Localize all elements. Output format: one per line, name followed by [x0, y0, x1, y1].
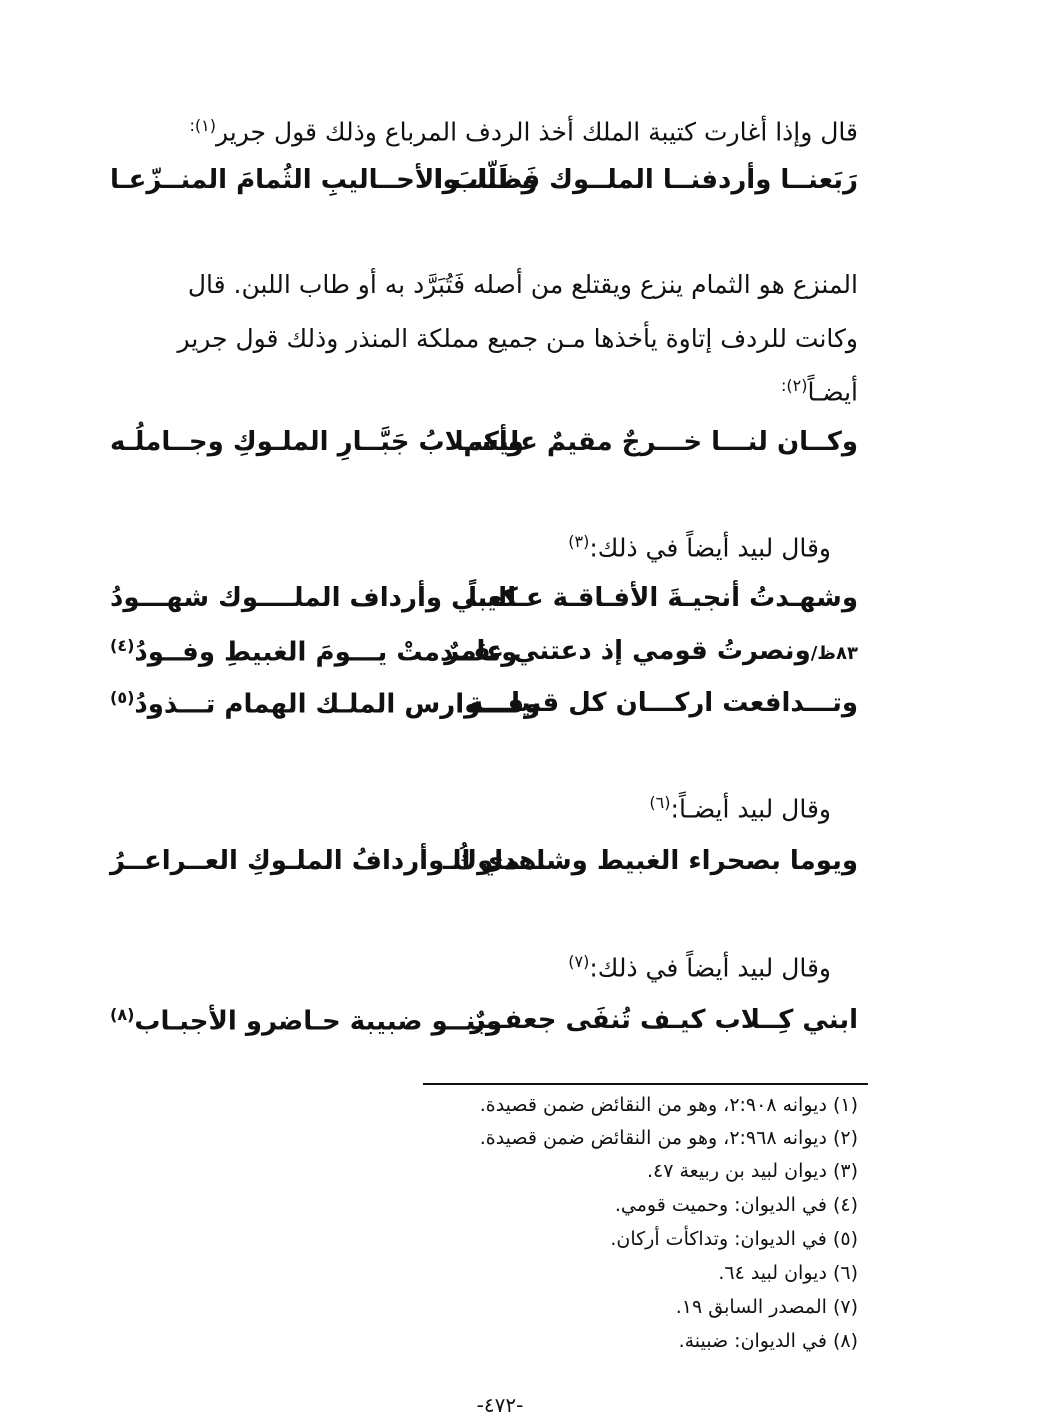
- footnote-5: (٥) في الديوان: وتداكأت أركان.: [610, 1228, 858, 1250]
- verse-7-first-hemistich: ابني كِــلاب كيـف تُنفَى جعفــرٌ: [470, 1005, 858, 1035]
- footnote-2: (٢) ديوانه ٢:٩٦٨، وهو من النقائض ضمن قصيدة.: [479, 1127, 858, 1149]
- verse-1-second-hemistich: وطـابَ الأحــاليبِ الثُمامَ المنــزّعـا: [110, 165, 538, 195]
- paragraph-4-text: وقال لبيد أيضـاً:: [670, 794, 831, 824]
- verse-line-7: [110, 1005, 858, 1045]
- paragraph-4: [649, 793, 831, 823]
- footnote-separator: [423, 1083, 868, 1085]
- verse-7-second-hemistich: [110, 1005, 502, 1037]
- verse-4-second-hemistich: [110, 636, 517, 668]
- verse-line-2: [110, 427, 858, 467]
- footnote-6: (٦) ديوان لبيد ٦٤.: [718, 1262, 858, 1284]
- footnote-ref-1: (١):: [189, 116, 216, 135]
- intro-text: قال وإذا أغارت كتيبة الملك أخذ الردف المرباع وذلك قول جرير: [216, 117, 858, 147]
- verse-3-second-hemistich: كعبي وأرداف الملــــوك شهـــودُ: [110, 583, 518, 613]
- verse-6-first-hemistich: ويوما بصحراء الغبيط وشاهدي الـ: [442, 846, 858, 876]
- paragraph-2-line-3: [781, 376, 858, 406]
- verse-line-1: [110, 165, 858, 205]
- paragraph-3: [568, 532, 831, 562]
- verse-6-second-hemistich: ـــملوكُ وأردافُ الملـوكِ العــراعــرُ: [110, 846, 549, 876]
- verse-1-first-hemistich: رَبَعنــا وأردفنــا الملــوك فَظَلّلــوا: [433, 165, 858, 195]
- verse-line-4: [110, 636, 858, 676]
- verse-line-6: [110, 846, 858, 886]
- paragraph-5: [568, 952, 831, 982]
- intro-line: [190, 116, 858, 146]
- paragraph-2-line-3-text: أيضـاً: [807, 377, 858, 407]
- verse-3-first-hemistich: وشهـدتُ أنجيـةَ الأفـاقـة عـاليـاً: [468, 583, 858, 613]
- footnote-ref-2: (٢):: [780, 376, 808, 395]
- verse-4-first-hemistich-text: ونصرتُ قومي إذ دعتني عامرٌ: [444, 636, 811, 666]
- footnote-8: (٨) في الديوان: ضبينة.: [678, 1330, 858, 1352]
- footnote-ref-8: (٨): [110, 1005, 135, 1024]
- verse-5-second-hemistich-text: وفـــوارس الملـك الهمام تـــذودُ: [134, 689, 541, 720]
- footnote-3: (٣) ديوان لبيد بن ربيعة ٤٧.: [646, 1160, 858, 1182]
- footnote-7: (٧) المصدر السابق ١٩.: [675, 1296, 858, 1318]
- paragraph-2-line-1: المنزع هو الثمام ينزع ويقتلع من أصله فَتُبَرَّد به أو طاب اللبن. قال: [187, 270, 858, 299]
- manuscript-folio-marker: ٨٣ظ/: [810, 643, 858, 664]
- verse-4-second-hemistich-text: وتقــدمتْ يـــومَ الغبيطِ وفــودُ: [134, 637, 518, 668]
- verse-5-first-hemistich: وتـــدافعت اركـــان كل قبيلـــة: [467, 688, 858, 718]
- verse-line-3: [110, 583, 858, 623]
- paragraph-2-line-2: وكانت للردف إتاوة يأخذها مـن جميع مملكة المنذر وذلك قول جرير: [177, 324, 858, 353]
- verse-2-first-hemistich: وكــان لنـــا خـــرجٌ مقيمٌ عليكم: [463, 427, 858, 457]
- paragraph-3-text: وقال لبيد أيضاً في ذلك:: [589, 533, 831, 563]
- verse-line-5: [110, 688, 858, 728]
- verse-5-second-hemistich: [110, 688, 540, 720]
- paragraph-5-text: وقال لبيد أيضاً في ذلك:: [589, 953, 831, 983]
- verse-2-second-hemistich: وأسـلابُ جَبَّــارِ الملـوكِ وجــاملُـه: [110, 427, 524, 457]
- footnote-ref-6: (٦): [649, 793, 671, 812]
- footnote-1: (١) ديوانه ٢:٩٠٨، وهو من النقائض ضمن قصيدة.: [479, 1094, 858, 1116]
- footnote-4: (٤) في الديوان: وحميت قومي.: [614, 1194, 858, 1216]
- footnote-ref-7: (٧): [568, 952, 590, 971]
- page-number: -٤٧٢-: [476, 1393, 524, 1417]
- footnote-ref-4: (٤): [110, 636, 135, 655]
- footnote-ref-3: (٣): [568, 532, 590, 551]
- verse-7-second-hemistich-text: وبنــو ضبيبة حـاضرو الأجبـاب: [134, 1006, 503, 1037]
- footnote-ref-5: (٥): [110, 688, 135, 707]
